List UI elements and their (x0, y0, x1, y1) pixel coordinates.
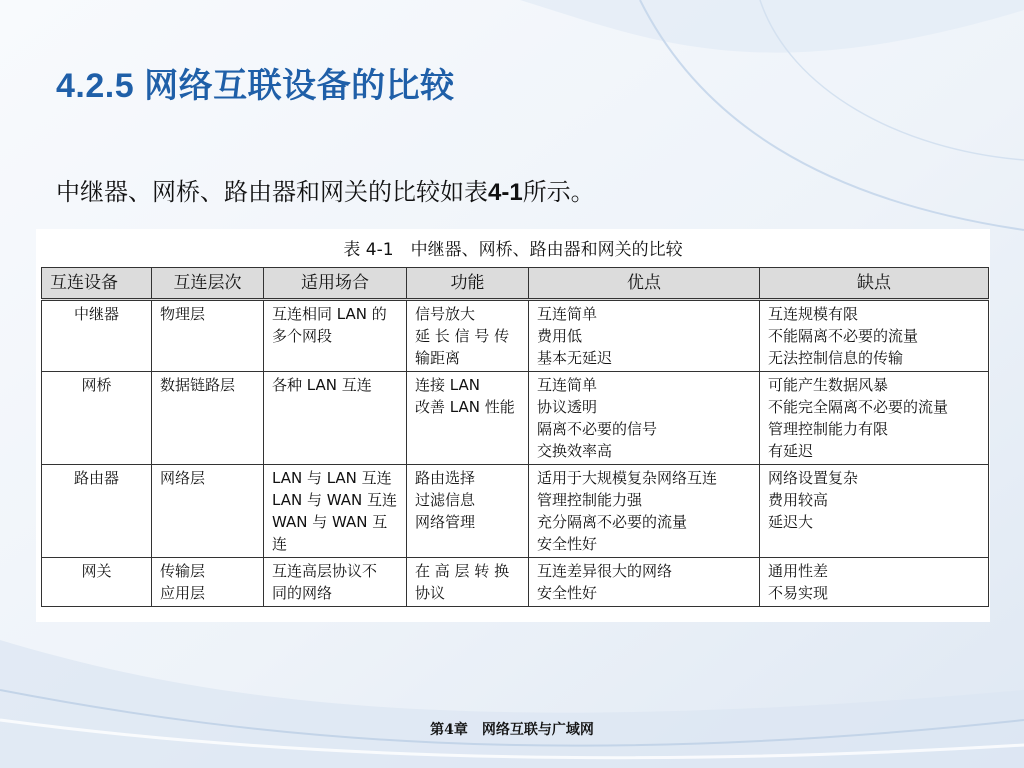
cell-function (407, 465, 529, 558)
cell-line: WAN 与 WAN 互连 (272, 513, 388, 553)
cell-line: 延迟大 (768, 513, 814, 531)
cell-usage (264, 465, 407, 558)
cell-line: 基本无延迟 (537, 349, 613, 367)
cell-usage (264, 372, 407, 465)
cell-line: 隔离不必要的信号 (537, 420, 658, 438)
cell-line: 过滤信息 (415, 491, 476, 509)
cell-device: 网桥 (42, 372, 152, 465)
cell-line: 传输层 (160, 562, 206, 580)
cell-layer (152, 558, 264, 607)
cell-line: 管理控制能力有限 (768, 420, 889, 438)
body-text-tail: 所示。 (522, 178, 595, 206)
slide-body-text (56, 172, 595, 207)
table-row (42, 300, 989, 372)
cell-line: 协议 (415, 584, 446, 602)
cell-line: 通用性差 (768, 562, 829, 580)
cell-line: 互连相同 LAN 的 (272, 305, 387, 323)
cell-line: 不易实现 (768, 584, 829, 602)
cell-pros (529, 300, 760, 372)
cell-line: 互连简单 (537, 376, 598, 394)
cell-line: 无法控制信息的传输 (768, 349, 904, 367)
cell-line: 费用低 (537, 327, 583, 345)
footer-chapter: 第4章 网络互联与广域网 (430, 722, 594, 738)
cell-layer (152, 465, 264, 558)
table-header-row (42, 268, 989, 300)
cell-line: 各种 LAN 互连 (272, 376, 372, 394)
cell-device: 路由器 (42, 465, 152, 558)
cell-line: 互连差异很大的网络 (537, 562, 673, 580)
cell-line: 管理控制能力强 (537, 491, 643, 509)
cell-layer (152, 300, 264, 372)
comparison-table-panel (36, 229, 990, 622)
table-row (42, 372, 989, 465)
cell-layer (152, 372, 264, 465)
cell-line: 延 长 信 号 传 (415, 327, 510, 345)
cell-line: LAN 与 LAN 互连 (272, 469, 392, 487)
cell-line: 改善 LAN 性能 (415, 398, 515, 416)
cell-line: 适用于大规模复杂网络互连 (537, 469, 718, 487)
cell-line: 不能隔离不必要的流量 (768, 327, 919, 345)
table-row (42, 465, 989, 558)
cell-line: 物理层 (160, 305, 206, 323)
cell-line: 网络管理 (415, 513, 476, 531)
cell-line: 数据链路层 (160, 376, 236, 394)
cell-line: 安全性好 (537, 584, 598, 602)
header-usage: 适用场合 (264, 268, 407, 300)
header-pros: 优点 (529, 268, 760, 300)
cell-line: 输距离 (415, 349, 461, 367)
cell-line: 应用层 (160, 584, 206, 602)
cell-line: 网络设置复杂 (768, 469, 859, 487)
header-cons: 缺点 (760, 268, 989, 300)
header-device: 互连设备 (42, 268, 152, 300)
cell-line: 不能完全隔离不必要的流量 (768, 398, 949, 416)
cell-pros (529, 465, 760, 558)
cell-line: 在 高 层 转 换 (415, 562, 510, 580)
cell-function (407, 300, 529, 372)
slide-title: 4.2.5 网络互联设备的比较 (56, 67, 455, 105)
cell-line: 充分隔离不必要的流量 (537, 513, 688, 531)
cell-line: 连接 LAN (415, 376, 480, 394)
cell-line: 互连简单 (537, 305, 598, 323)
cell-line: 多个网段 (272, 327, 333, 345)
table-body (42, 300, 989, 607)
cell-function (407, 372, 529, 465)
body-text: 中继器、网桥、路由器和网关的比较如表 (56, 178, 488, 206)
cell-line: 有延迟 (768, 442, 814, 460)
cell-device: 网关 (42, 558, 152, 607)
cell-line: 同的网络 (272, 584, 333, 602)
cell-function (407, 558, 529, 607)
header-function: 功能 (407, 268, 529, 300)
cell-line: 可能产生数据风暴 (768, 376, 889, 394)
cell-line: 路由选择 (415, 469, 476, 487)
cell-line: 网络层 (160, 469, 206, 487)
cell-cons (760, 300, 989, 372)
table-reference: 4-1 (488, 179, 523, 206)
cell-usage (264, 558, 407, 607)
table-caption: 表 4-1 中继器、网桥、路由器和网关的比较 (343, 240, 683, 260)
cell-line: 互连高层协议不 (272, 562, 378, 580)
header-layer: 互连层次 (152, 268, 264, 300)
table-row (42, 558, 989, 607)
cell-pros (529, 558, 760, 607)
cell-usage (264, 300, 407, 372)
cell-line: 协议透明 (537, 398, 598, 416)
cell-line: 费用较高 (768, 491, 829, 509)
cell-line: 互连规模有限 (768, 305, 859, 323)
cell-line: LAN 与 WAN 互连 (272, 491, 397, 509)
cell-device: 中继器 (42, 300, 152, 372)
comparison-table (41, 267, 989, 607)
cell-line: 安全性好 (537, 535, 598, 553)
cell-cons (760, 372, 989, 465)
cell-line: 信号放大 (415, 305, 476, 323)
cell-pros (529, 372, 760, 465)
cell-cons (760, 558, 989, 607)
cell-cons (760, 465, 989, 558)
cell-line: 交换效率高 (537, 442, 613, 460)
